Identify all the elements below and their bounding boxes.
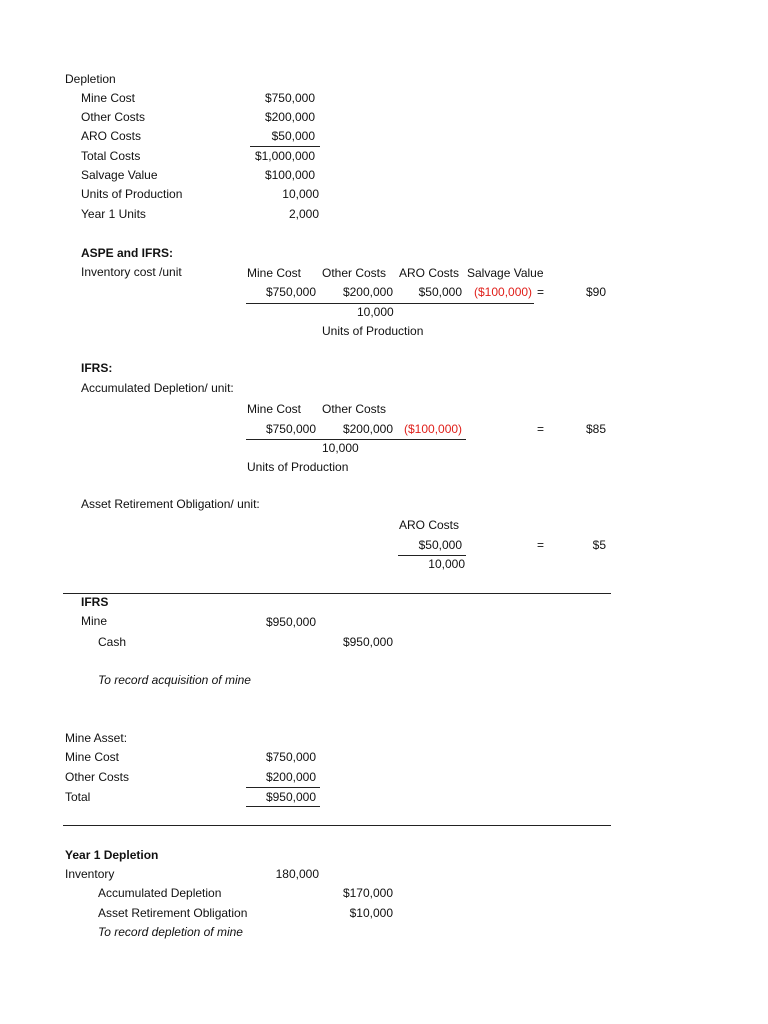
- mine-cost-label: Mine Cost: [81, 91, 136, 105]
- aspe-heading: ASPE and IFRS:: [81, 246, 174, 260]
- section-divider-2: [63, 825, 611, 826]
- asset-total-label: Total: [65, 790, 91, 804]
- inventory-cost-label: Inventory cost /unit: [81, 265, 182, 279]
- year1-debit-account: Inventory: [65, 867, 115, 881]
- year1-credit-accum-account: Accumulated Depletion: [98, 886, 222, 900]
- aro-fraction-bar: [398, 555, 466, 556]
- ifrs-mine-cost: $750,000: [265, 422, 316, 436]
- aspe-salvage: ($100,000): [474, 285, 533, 299]
- aspe-fraction-bar: [246, 303, 534, 304]
- asset-mine-cost-value: $750,000: [265, 750, 316, 764]
- aro-unit-label: Asset Retirement Obligation/ unit:: [81, 497, 260, 511]
- units-production-label: Units of Production: [81, 187, 183, 201]
- asset-total-underline: [246, 787, 320, 788]
- aspe-header-mine-cost: Mine Cost: [247, 266, 302, 280]
- ifrs-denominator: 10,000: [322, 441, 359, 455]
- other-costs-label: Other Costs: [81, 110, 146, 124]
- aro-value: $50,000: [418, 538, 462, 552]
- units-production-value: 10,000: [282, 187, 319, 201]
- aspe-equals: =: [537, 285, 545, 299]
- aspe-denominator: 10,000: [357, 305, 394, 319]
- journal-debit-amount: $950,000: [265, 615, 316, 629]
- aspe-denominator-label: Units of Production: [322, 324, 424, 338]
- year1-units-value: 2,000: [288, 207, 319, 221]
- mine-cost-value: $750,000: [264, 91, 315, 105]
- ifrs-salvage: ($100,000): [404, 422, 463, 436]
- total-costs-value: $1,000,000: [254, 149, 315, 163]
- aro-equals: =: [537, 538, 545, 552]
- ifrs-equals: =: [537, 422, 545, 436]
- asset-total-value: $950,000: [265, 790, 316, 804]
- section-divider: [63, 593, 611, 594]
- year1-credit-aro-amount: $10,000: [349, 906, 393, 920]
- salvage-value-label: Salvage Value: [81, 168, 158, 182]
- year1-credit-aro-account: Asset Retirement Obligation: [98, 906, 248, 920]
- aspe-header-other-costs: Other Costs: [322, 266, 387, 280]
- journal-debit-account: Mine: [81, 614, 108, 628]
- asset-total-double-underline: [246, 806, 320, 807]
- year1-units-label: Year 1 Units: [81, 207, 146, 221]
- aro-costs-value: $50,000: [271, 129, 315, 143]
- journal-heading: IFRS: [81, 595, 109, 609]
- aro-costs-label: ARO Costs: [81, 129, 142, 143]
- journal-credit-amount: $950,000: [342, 635, 393, 649]
- aspe-header-aro-costs: ARO Costs: [399, 266, 460, 280]
- year1-title: Year 1 Depletion: [65, 848, 159, 862]
- aro-denominator: 10,000: [428, 557, 465, 571]
- asset-mine-cost-label: Mine Cost: [65, 750, 120, 764]
- aro-header: ARO Costs: [399, 518, 460, 532]
- other-costs-value: $200,000: [264, 110, 315, 124]
- asset-other-costs-label: Other Costs: [65, 770, 130, 784]
- salvage-value-value: $100,000: [264, 168, 315, 182]
- ifrs-header-mine-cost: Mine Cost: [247, 402, 302, 416]
- aspe-mine-cost: $750,000: [265, 285, 316, 299]
- year1-credit-accum-amount: $170,000: [342, 886, 393, 900]
- aspe-result: $90: [585, 285, 606, 299]
- journal-memo: To record acquisition of mine: [98, 673, 251, 687]
- ifrs-fraction-bar: [246, 439, 466, 440]
- ifrs-header-other-costs: Other Costs: [322, 402, 387, 416]
- aspe-aro-costs: $50,000: [418, 285, 462, 299]
- accum-depletion-label: Accumulated Depletion/ unit:: [81, 381, 234, 395]
- subtotal-underline: [250, 146, 320, 147]
- ifrs-other-costs: $200,000: [342, 422, 393, 436]
- ifrs-denominator-label: Units of Production: [247, 460, 349, 474]
- journal-credit-account: Cash: [98, 635, 127, 649]
- year1-debit-amount: 180,000: [275, 867, 319, 881]
- total-costs-label: Total Costs: [81, 149, 141, 163]
- ifrs-result: $85: [585, 422, 606, 436]
- ifrs-heading: IFRS:: [81, 361, 113, 375]
- mine-asset-title: Mine Asset:: [65, 731, 128, 745]
- aspe-other-costs: $200,000: [342, 285, 393, 299]
- asset-other-costs-value: $200,000: [265, 770, 316, 784]
- depletion-title: Depletion: [65, 72, 116, 86]
- year1-memo: To record depletion of mine: [98, 925, 243, 939]
- aspe-header-salvage: Salvage Value: [467, 266, 544, 280]
- aro-result: $5: [592, 538, 606, 552]
